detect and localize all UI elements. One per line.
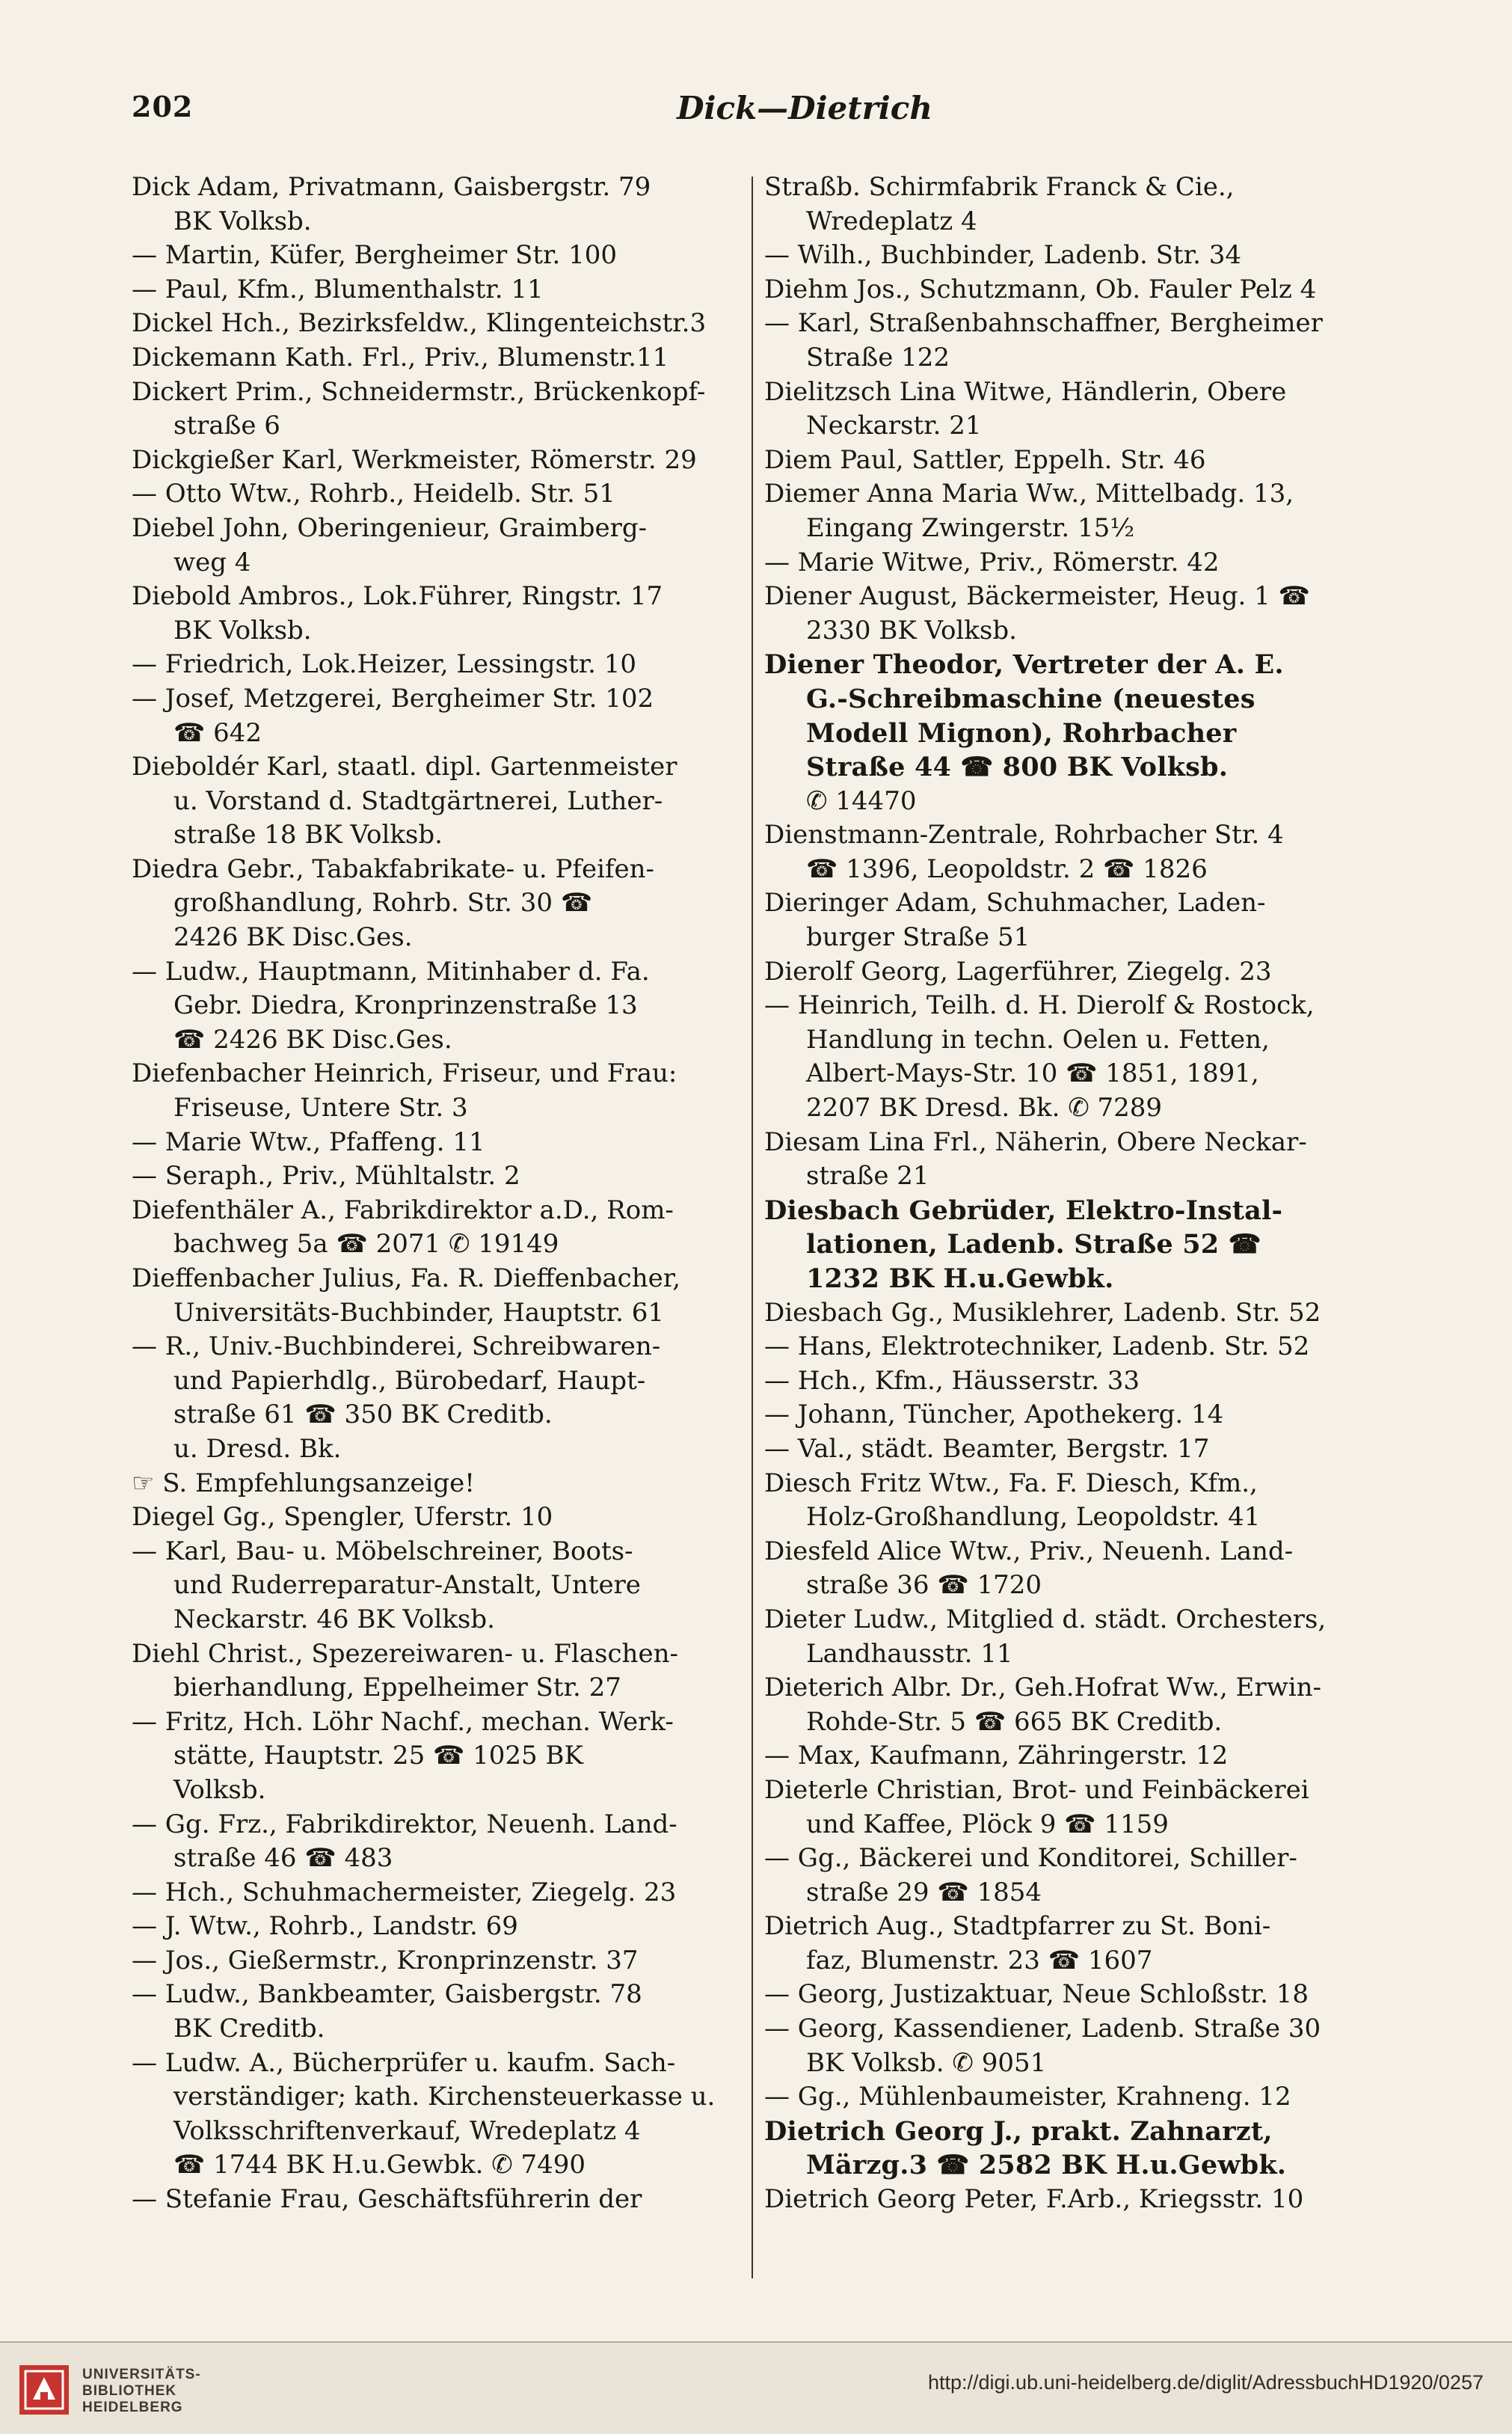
entry-line: Dieringer Adam, Schuhmacher, Laden- (764, 888, 1266, 919)
directory-entry (764, 1842, 1392, 1910)
column-divider (752, 177, 753, 2278)
entry-line: straße 36 ☎ 1720 (806, 1570, 1042, 1601)
entry-line: Dietrich Georg J., prakt. Zahnarzt, (764, 2115, 1273, 2147)
entry-line: Handlung in techn. Oelen u. Fetten, (806, 1024, 1270, 1055)
entry-line: — R., Univ.-Buchbinderei, Schreibwaren- (132, 1331, 661, 1362)
library-name (82, 2367, 201, 2416)
directory-entry (132, 444, 730, 478)
directory-entry (764, 1364, 1392, 1399)
entry-line: straße 21 (806, 1161, 929, 1192)
entry-line: faz, Blumenstr. 23 ☎ 1607 (806, 1945, 1153, 1975)
entry-line: u. Dresd. Bk. (173, 1433, 342, 1464)
entry-line: — Val., städt. Beamter, Bergstr. 17 (764, 1433, 1210, 1464)
directory-entry (764, 580, 1392, 648)
entry-line: Landhausstr. 11 (806, 1638, 1013, 1669)
entry-line: 2207 BK Dresd. Bk. ✆ 7289 (806, 1093, 1163, 1123)
directory-entry (132, 512, 730, 580)
entry-line: — Jos., Gießermstr., Kronprinzenstr. 37 (132, 1945, 639, 1975)
entry-line: Dieter Ludw., Mitglied d. städt. Orchesters, (764, 1604, 1327, 1634)
directory-entry (764, 307, 1392, 375)
directory-entry (132, 341, 730, 375)
directory-entry (764, 648, 1392, 784)
entry-line: — Josef, Metzgerei, Bergheimer Str. 102 (132, 683, 654, 714)
directory-entry (764, 2115, 1392, 2183)
directory-entry (764, 1398, 1392, 1432)
entry-line: Gebr. Diedra, Kronprinzenstraße 13 (173, 990, 638, 1021)
directory-entry (764, 2012, 1392, 2080)
entry-line: Diesam Lina Frl., Näherin, Obere Neckar- (764, 1126, 1307, 1157)
entry-line: ☎ 642 (173, 717, 262, 748)
entry-line: Märzg.3 ☎ 2582 BK H.u.Gewbk. (806, 2150, 1287, 2181)
directory-entry (764, 1432, 1392, 1467)
entry-line: ☎ 1396, Leopoldstr. 2 ☎ 1826 (806, 853, 1208, 884)
entry-line: ☎ 2426 BK Disc.Ges. (173, 1024, 452, 1055)
entry-line: Diehl Christ., Spezereiwaren- u. Flaschen- (132, 1638, 678, 1669)
page-header (132, 90, 1388, 150)
entry-line: straße 29 ☎ 1854 (806, 1877, 1042, 1907)
directory-entry (132, 1330, 730, 1466)
entry-line: — Paul, Kfm., Blumenthalstr. 11 (132, 274, 544, 304)
entry-line: Diedra Gebr., Tabakfabrikate- u. Pfeifen- (132, 853, 655, 884)
running-head: Dick—Dietrich (677, 90, 932, 126)
directory-entry (132, 1535, 730, 1637)
entry-line: — Gg. Frz., Fabrikdirektor, Neuenh. Land- (132, 1809, 677, 1839)
entry-line: 2426 BK Disc.Ges. (173, 922, 413, 953)
entry-line: und Papierhdlg., Bürobedarf, Haupt- (173, 1365, 646, 1396)
entry-line: Dieboldér Karl, staatl. dipl. Gartenmeister (132, 752, 677, 782)
entry-line: ✆ 14470 (806, 785, 917, 816)
page-number: 202 (132, 90, 194, 123)
entry-line: Dieterich Albr. Dr., Geh.Hofrat Ww., Erwin- (764, 1673, 1321, 1703)
entry-line: — Martin, Küfer, Bergheimer Str. 100 (132, 240, 618, 271)
entry-line: verständiger; kath. Kirchensteuerkasse u. (173, 2082, 716, 2112)
directory-entry (764, 477, 1392, 545)
right-column (764, 171, 1392, 2217)
directory-entry (764, 1467, 1392, 1535)
entry-line: stätte, Hauptstr. 25 ☎ 1025 BK (173, 1741, 583, 1771)
entry-line: großhandlung, Rohrb. Str. 30 ☎ (173, 888, 593, 919)
entry-line: Diefenthäler A., Fabrikdirektor a.D., Rom- (132, 1195, 674, 1225)
entry-line: — Fritz, Hch. Löhr Nachf., mechan. Werk- (132, 1706, 674, 1737)
directory-entry (132, 477, 730, 512)
entry-line: — Wilh., Buchbinder, Ladenb. Str. 34 (764, 240, 1241, 271)
directory-entry (132, 1126, 730, 1160)
entry-line: straße 6 (173, 411, 280, 441)
entry-line: ☎ 1744 BK H.u.Gewbk. ✆ 7490 (173, 2150, 586, 2180)
directory-entry (764, 2080, 1392, 2115)
entry-line: — Seraph., Priv., Mühltalstr. 2 (132, 1161, 520, 1192)
directory-entry (132, 1159, 730, 1194)
entry-line: — Heinrich, Teilh. d. H. Dierolf & Rostock, (764, 990, 1315, 1021)
directory-entry (132, 1705, 730, 1808)
directory-entry (132, 375, 730, 444)
directory-entry (132, 239, 730, 273)
library-name-line: BIBLIOTHEK (82, 2383, 177, 2399)
directory-entry (132, 1978, 730, 2046)
directory-entry (132, 2047, 730, 2183)
entry-line: Straße 44 ☎ 800 BK Volksb. (806, 752, 1229, 783)
entry-line: Diebel John, Oberingenieur, Graimberg- (132, 512, 648, 543)
directory-entry (764, 785, 1392, 819)
entry-line: — J. Wtw., Rohrb., Landstr. 69 (132, 1911, 518, 1942)
entry-line: Rohde-Str. 5 ☎ 665 BK Creditb. (806, 1706, 1223, 1737)
entry-line: Dickgießer Karl, Werkmeister, Römerstr. 29 (132, 444, 697, 475)
entry-line: und Kaffee, Plöck 9 ☎ 1159 (806, 1809, 1169, 1839)
directory-entry (764, 375, 1392, 444)
entry-line: Diehm Jos., Schutzmann, Ob. Fauler Pelz 4 (764, 274, 1317, 304)
directory-entry (764, 1330, 1392, 1364)
entry-line: Straße 122 (806, 342, 950, 373)
entry-line: — Gg., Mühlenbaumeister, Krahneng. 12 (764, 2082, 1291, 2112)
directory-entry (132, 1808, 730, 1876)
entry-line: Dickel Hch., Bezirksfeldw., Klingenteichstr.3 (132, 308, 707, 339)
entry-line: BK Creditb. (173, 2014, 325, 2044)
entry-line: Diesch Fritz Wtw., Fa. F. Diesch, Kfm., (764, 1468, 1258, 1498)
directory-entry (132, 1262, 730, 1330)
directory-entry (132, 2183, 730, 2217)
directory-entry (764, 2183, 1392, 2217)
directory-entry (132, 1944, 730, 1978)
entry-line: Diesbach Gebrüder, Elektro-Instal- (764, 1195, 1283, 1226)
entry-line: Diener August, Bäckermeister, Heug. 1 ☎ (764, 581, 1310, 612)
entry-line: Diem Paul, Sattler, Eppelh. Str. 46 (764, 444, 1206, 475)
directory-entry (764, 886, 1392, 954)
entry-line: — Georg, Kassendiener, Ladenb. Straße 30 (764, 2014, 1321, 2044)
entry-line: lationen, Ladenb. Straße 52 ☎ (806, 1229, 1261, 1260)
entry-line: Dickemann Kath. Frl., Priv., Blumenstr.11 (132, 342, 669, 373)
entry-line: Diegel Gg., Spengler, Uferstr. 10 (132, 1502, 553, 1533)
directory-entry (764, 273, 1392, 307)
entry-line: Dickert Prim., Schneidermstr., Brückenkopf- (132, 376, 706, 407)
directory-entry (764, 1126, 1392, 1194)
entry-line: Diemer Anna Maria Ww., Mittelbadg. 13, (764, 479, 1294, 509)
directory-entry (132, 307, 730, 341)
directory-entry (764, 1774, 1392, 1842)
directory-entry (764, 1978, 1392, 2012)
entry-line: — Hch., Kfm., Häusserstr. 33 (764, 1365, 1140, 1396)
entry-line: BK Volksb. (173, 615, 312, 646)
entry-line: — Max, Kaufmann, Zähringerstr. 12 (764, 1741, 1229, 1771)
entry-line: Wredeplatz 4 (806, 206, 977, 236)
entry-line: — Karl, Bau- u. Möbelschreiner, Boots- (132, 1536, 633, 1566)
entry-line: Dielitzsch Lina Witwe, Händlerin, Obere (764, 376, 1287, 407)
directory-entry (764, 1535, 1392, 1603)
directory-entry (764, 955, 1392, 990)
entry-line: weg 4 (173, 547, 251, 577)
entry-line: Dietrich Aug., Stadtpfarrer zu St. Boni- (764, 1911, 1271, 1942)
entry-line: Albert-Mays-Str. 10 ☎ 1851, 1891, (806, 1058, 1259, 1089)
directory-entry (132, 1637, 730, 1705)
library-name-line: HEIDELBERG (82, 2400, 183, 2415)
left-column (132, 171, 730, 2217)
entry-line: und Ruderreparatur-Anstalt, Untere (173, 1570, 641, 1601)
entry-line: Neckarstr. 46 BK Volksb. (173, 1604, 495, 1634)
source-url-link[interactable]: http://digi.ub.uni-heidelberg.de/diglit/AdressbuchHD1920/0257 (927, 2371, 1484, 2394)
directory-entry (764, 818, 1392, 886)
entry-line: Eingang Zwingerstr. 15½ (806, 512, 1135, 543)
directory-entry (764, 546, 1392, 580)
entry-line: — Georg, Justizaktuar, Neue Schloßstr. 18 (764, 1979, 1309, 2010)
entry-line: ☞ S. Empfehlungsanzeige! (132, 1468, 475, 1498)
directory-entry (132, 1057, 730, 1125)
directory-entry (764, 171, 1392, 239)
entry-line: BK Volksb. ✆ 9051 (806, 2047, 1047, 2078)
entry-line: — Ludw. A., Bücherprüfer u. kaufm. Sach- (132, 2047, 676, 2078)
entry-line: bachweg 5a ☎ 2071 ✆ 19149 (173, 1229, 559, 1260)
directory-entry (764, 1739, 1392, 1774)
entry-line: — Ludw., Bankbeamter, Gaisbergstr. 78 (132, 1979, 642, 2010)
entry-line: Diefenbacher Heinrich, Friseur, und Frau: (132, 1058, 677, 1089)
entry-line: — Hch., Schuhmachermeister, Ziegelg. 23 (132, 1877, 677, 1907)
entry-line: — Marie Witwe, Priv., Römerstr. 42 (764, 547, 1220, 577)
entry-line: Dieterle Christian, Brot- und Feinbäckerei (764, 1774, 1309, 1805)
entry-line: Dietrich Georg Peter, F.Arb., Kriegsstr. 10 (764, 2184, 1304, 2215)
entry-line: bierhandlung, Eppelheimer Str. 27 (173, 1673, 621, 1703)
entry-line: — Hans, Elektrotechniker, Ladenb. Str. 52 (764, 1331, 1310, 1362)
directory-entry (764, 989, 1392, 1125)
directory-entry (764, 1910, 1392, 1978)
entry-line: — Karl, Straßenbahnschaffner, Bergheimer (764, 308, 1323, 339)
entry-line: — Otto Wtw., Rohrb., Heidelb. Str. 51 (132, 479, 615, 509)
entry-line: Dienstmann-Zentrale, Rohrbacher Str. 4 (764, 820, 1284, 850)
entry-line: Dick Adam, Privatmann, Gaisbergstr. 79 (132, 172, 651, 202)
directory-entry (132, 1910, 730, 1944)
entry-line: Neckarstr. 21 (806, 411, 982, 441)
entry-line: Volksb. (173, 1774, 266, 1805)
directory-entry (764, 1603, 1392, 1671)
entry-line: G.-Schreibmaschine (neuestes (806, 683, 1256, 714)
entry-line: Friseuse, Untere Str. 3 (173, 1093, 468, 1123)
entry-line: — Stefanie Frau, Geschäftsführerin der (132, 2184, 642, 2215)
directory-entry (764, 1194, 1392, 1296)
entry-line: — Friedrich, Lok.Heizer, Lessingstr. 10 (132, 649, 637, 680)
directory-entry (132, 682, 730, 750)
directory-entry (132, 171, 730, 239)
directory-entry (132, 955, 730, 1058)
directory-entry (764, 1671, 1392, 1739)
entry-line: Volksschriftenverkauf, Wredeplatz 4 (173, 2115, 641, 2146)
entry-line: Straßb. Schirmfabrik Franck & Cie., (764, 172, 1235, 202)
directory-entry (764, 1296, 1392, 1331)
directory-entry (764, 444, 1392, 478)
entry-line: BK Volksb. (173, 206, 312, 236)
directory-entry (132, 273, 730, 307)
directory-entry (132, 1467, 730, 1501)
entry-line: Diesfeld Alice Wtw., Priv., Neuenh. Land- (764, 1536, 1294, 1566)
entry-line: Universitäts-Buchbinder, Hauptstr. 61 (173, 1297, 664, 1328)
library-seal-icon (18, 2364, 70, 2416)
directory-entry (132, 1500, 730, 1535)
directory-entry (132, 1876, 730, 1910)
entry-line: Dieffenbacher Julius, Fa. R. Dieffenbacher, (132, 1263, 681, 1293)
entry-line: — Gg., Bäckerei und Konditorei, Schiller- (764, 1843, 1297, 1874)
directory-entry (132, 648, 730, 682)
entry-line: u. Vorstand d. Stadtgärtnerei, Luther- (173, 785, 663, 816)
entry-line: Diener Theodor, Vertreter der A. E. (764, 649, 1284, 681)
entry-line: burger Straße 51 (806, 922, 1030, 953)
entry-line: 2330 BK Volksb. (806, 615, 1017, 646)
entry-line: Dierolf Georg, Lagerführer, Ziegelg. 23 (764, 956, 1272, 987)
entry-line: — Marie Wtw., Pfaffeng. 11 (132, 1126, 485, 1157)
footer-bar (0, 2341, 1512, 2434)
entry-line: 1232 BK H.u.Gewbk. (806, 1263, 1114, 1294)
entry-line: — Ludw., Hauptmann, Mitinhaber d. Fa. (132, 956, 650, 987)
entry-line: straße 61 ☎ 350 BK Creditb. (173, 1400, 553, 1430)
library-name-line: UNIVERSITÄTS- (82, 2367, 201, 2382)
directory-entry (132, 1194, 730, 1262)
directory-entry (764, 239, 1392, 273)
entry-line: straße 18 BK Volksb. (173, 820, 443, 850)
entry-line: Diesbach Gg., Musiklehrer, Ladenb. Str. 52 (764, 1297, 1321, 1328)
entry-line: — Johann, Tüncher, Apothekerg. 14 (764, 1400, 1224, 1430)
entry-line: Diebold Ambros., Lok.Führer, Ringstr. 17 (132, 581, 663, 612)
directory-entry (132, 750, 730, 853)
directory-entry (132, 853, 730, 955)
entry-line: straße 46 ☎ 483 (173, 1843, 393, 1874)
entry-line: Modell Mignon), Rohrbacher (806, 717, 1237, 749)
entry-line: Holz-Großhandlung, Leopoldstr. 41 (806, 1502, 1261, 1533)
directory-entry (132, 580, 730, 648)
